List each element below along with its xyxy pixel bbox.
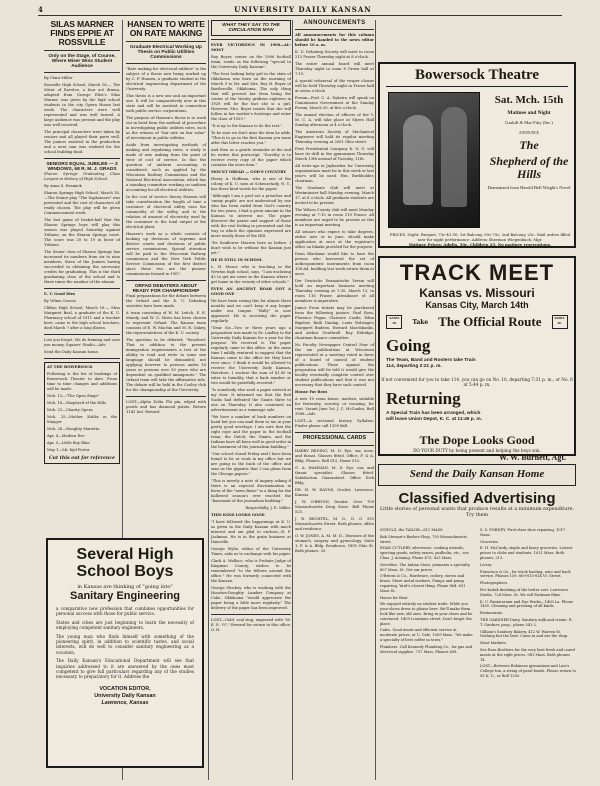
deck-sharon-springs: Sharon Springs Graduating Class Largest in History of High School. (44, 172, 120, 182)
lost-notice: LOST—A sectional history Syllabus. Finder please call 1399 Bell. (295, 419, 374, 429)
article-text: In the cost of service theory Hansen will take consideration the length of time a customer of electrical utility uses the commodity of the utility, and to the relation of amount of electricity used by the consumer to the total output of the electrical plant. (126, 195, 206, 230)
school-ad-lead: in Kansas are thinking of "going into" (77, 584, 173, 590)
classified-item: Meat Markets. (480, 641, 507, 646)
agent-signature: W. W. Burnett, Agt. (498, 453, 566, 462)
item-heading: EVEN AN ANCIENT BOAR GOT A GOOD ONE (211, 287, 291, 297)
classified-item: SCHULZ, the TAILOR—811 MASS. (380, 528, 444, 532)
announcements-intro: All announcements for this column should be handed to the news editor before 10 a. m. (295, 33, 374, 48)
column-4 (295, 20, 374, 780)
dramatized-note: Dramatized from Harold Bell Wright's Novel (487, 185, 571, 190)
item-heading: E. V. Good Dies (44, 292, 76, 297)
school-ad-title-1: Several High (76, 546, 174, 563)
theatre-ad (378, 62, 576, 248)
sanitary-engineering-ad (46, 538, 204, 768)
play-title: Shepherd of the Hills (489, 154, 569, 181)
article-text: Roy Boyer, center on the 1906 football team, sends us the following "special to the University Daily Kansan": (211, 55, 291, 70)
returning-label: Returning (386, 389, 461, 408)
item-heading: EVER VICTORIOUS IN 1906—AL-MOST (211, 43, 291, 53)
booking-date: Apr. 5—Little Boy Blue (47, 441, 90, 446)
booking-date: Mch. 25—Mother Kobbs in the Manger (47, 415, 117, 425)
route-name: The Official Route (438, 314, 542, 329)
article-text: Hansen's work as a whole consists of looking up decisions of supreme and district courts and decisions of public service commissions. Special attention will be paid to the Wisconsin Railway commission and the New York Public Service Commission of the first district since these two are the pioneer commissions formed in 1907. (126, 232, 206, 277)
theatre-name: Bowersock Theatre (414, 67, 539, 83)
article-text: "Dear Sir—Two or three years ago a proposition was made to Dr. Lindley to the University Daily Kansan for a year for the purpose. We received it. The paper regularly came to this office. At the same time I mildly ventured to suggest that the Kansan come to the office for they have ever since. I think it would be allowed to receive the University Daily Kansan, therefore, I enclose the sum of $1.00 in extra to humility, that a back number or two would be gratefully received." (211, 326, 291, 386)
article-text: George Wylie, editor of the University Times, asks us to exchange with his paper. (211, 547, 291, 557)
dope-text: DO YOUR DUTY by being present and helping the boys win. (413, 448, 541, 453)
school-ad-title-2: School Boys (76, 563, 174, 580)
booking-date: Mch. 26—Naughty Marietta (47, 427, 100, 432)
article-text: Clark A. Wallace, who is Probate Judge of Kingman County, wishes to be remembered "to the fellows around the office." He was formerly connected with the Kansan. (211, 559, 291, 584)
announcement: First Presidential Company K. N. G. will have its drill in the gymnasium Thursday March 13th instead of Tuesday, 11th. (295, 147, 374, 162)
article-text: "Is somebody else send a paper arrived at my door. It informed me that the Red Sucks had defeated the Giants three to one on Thursday. It also contained an advertisement as a rummage sale. (211, 388, 291, 413)
article-text: Rossville High School, March 16.— The Miser of Raveloe, a four act drama, adapted from George Eliot's Silas Marner, was given by the high school students in the city Opera House last week. The characters were well represented and was well turned. A large audience was present and the play was well received. (44, 83, 120, 128)
article-text: L. H. Moser, who is teaching in the Newton high school, says, "I am enclosing $2 to get me news in the Kansan where I get home in the vicinity of other schools." (211, 265, 291, 285)
subhead-debaters: ORFAD DEBATERS ABOUT READY FOR CHAMPIONSHIP (132, 284, 200, 295)
article-text: Aside from investigating methods of making and regulating rates, a study is made of rate making from the point of view of cost of service. In this the question of uniform accounting is considered, such as applied by the Wisconsin Railway Commission and the National Electrical Association, which has a standing committee working on uniform accounting for all electrical utilities. (126, 143, 206, 193)
classified-item: THE GARDNER Dairy, Sanitary milk and cream. R. T. Gardner, prop., phone 242-2. (480, 617, 573, 627)
subhead-silas-marner: Only on the Stage, of Course, Where Miser Wins Student Audience (48, 54, 116, 70)
article-text: Henry A. Hoffman, who is one of the colony of K. U. men at Schenectady, N. Y., has these kind words for the paper: (211, 177, 291, 192)
classified-item: O'Briens & Co., Hardware, cutlery, stoves and brass. Sheet metal workers. Pumps and pump repairing. Yard's closest thing. Phone 864. 631 Mass St. (380, 574, 466, 593)
show-times: Matinee and Night (507, 110, 551, 116)
masthead (38, 3, 562, 16)
returning-details: A Special Train has been arranged, which will leave Union Depot, K. C. at 11:45 p. m. (386, 411, 482, 422)
track-matchup: Kansas vs. Missouri (419, 286, 535, 300)
school-ad-text: The Daily Kansan's Educational Department will see that inquiries addressed to it are answered by the ones most competent to give full particulars regarding any of the studies necessary to preparatory for it. Address the (56, 658, 194, 680)
classified-item: Livery. (480, 562, 493, 567)
lost-notice: LOST—Alpha Delta Phi pin, edged with pearls and has diamond points. Return 1142 Ind. Reward. (126, 400, 206, 415)
address-line: VOCATION EDITOR, (99, 685, 151, 692)
booking-date: Mch. 15—"The Open Stage" (47, 394, 100, 399)
going-details: The Team, Band and Rooters take Train 114, departing 2:21 p. m. (386, 358, 476, 369)
subhead-hansen: Graduate Electrical Working Up Thesis on Public Utilities Commissions (130, 45, 202, 61)
lost-notice: LOST—Gold, seal ring, engraved with "M. E. E. '07." Reward for return to this office. O. H. (211, 618, 291, 633)
matinee-prices: Matinee Prices: Adults, 50c. Children 25. No matinee reservations. (408, 242, 552, 247)
headline-hansen: HANSEN TO WRITE ON RATE MAKING (127, 19, 205, 39)
item-heading: THIS KIND LOOKS GOOD (211, 513, 265, 518)
article-text: Final preparations for the debate between the Orfaad and the K. U. Debating societies have been made. (126, 294, 206, 309)
circulation-box (211, 20, 291, 36)
classified-subtitle: Little stories of personal wants that produce results at a minimum expenditure. Try them (380, 507, 574, 518)
school-ad-text: a comparative new profession that combines opportunities for personal success with those for public service. (56, 606, 194, 617)
article-text: "It is up to the Kansan to do the rest." (211, 124, 283, 129)
santa-fe-logo-icon: SANTA FE (552, 315, 568, 329)
classified-item: Plumbers. Call Kennedy Plumbing Co., for gas and electrical supplies. 737 Mass. Phones 658. (380, 644, 473, 654)
article-text: The principal characters were taken by seniors and all played their parts well. The juniors assisted in the production and a neat sum was realized for the school building fund. (44, 130, 120, 155)
classified-item: LOST—Between Robinson gymnasium and Law's College Inn, a string of pearl beads. Please return to 95 K. U., or Bell 1250. (480, 664, 576, 678)
returning-row (380, 387, 574, 430)
column-1 (44, 20, 120, 532)
announcement: K. U. Debating Society will meet in room 215 Fraser Thursday night at 8 o'clock. (295, 50, 374, 60)
ticket-prices (386, 232, 574, 247)
address-line: University Daily Kansan (94, 692, 156, 699)
announcement: The Wilson County club will meet Monday evening at 7:15 in room 119 Fraser. All members are urged to be present as this is an important meeting. (295, 208, 375, 228)
booking-date: Apr. 4—Modern Eve (47, 434, 85, 439)
booking-date: Mch. 18—Shepherd of the Hills (47, 401, 106, 406)
article-text: To be sure we don't miss the item he adds, "This is to go in the first Kansan you issue after this letter reaches you." (211, 131, 291, 146)
announcements-heading: ANNOUNCEMENTS (303, 20, 366, 26)
school-ad-text: States and cities are just beginning to learn the necessity of employing competent sanitary engineers. (56, 619, 194, 631)
classified-item: S. S. FORNEY, First-class shoe repairing. 1017 Mass. (480, 528, 566, 537)
classified-item: Restaurants. (480, 611, 504, 616)
cut-out-note: Cut this out for reference (49, 456, 115, 462)
column-2 (126, 20, 206, 532)
article-text: "I have followed the happenings at K. U. as given in the Daily Kansan with much interest and am glad to enclose—R. F. Jackman. He is in the grain business at Dansville. (211, 520, 291, 545)
classified-item: E. H. McCurdy, staple and fancy groceries. Lowest prices to clubs and students. 1021 Mass. Both phones, 213. (480, 546, 573, 560)
official-route (380, 314, 574, 330)
dope-headline: The Dope Looks Good (419, 433, 535, 447)
booking-date: Mch. 21—Charity Opera (47, 408, 93, 413)
article-text: The last game of basket-ball that the Sharon Springs boys will play this season was played Saturday against Tribune, on the Sharon Springs court. The score was 20 to 19 in favor of Tribune. (44, 218, 120, 248)
article-text: The Senior class of Sharon Springs has increased its numbers from six to nine members, three of the Juniors having succeeded in obtaining the necessary credits for graduating. This is the third graduating class of the school and is three times the number of the alumni. (44, 250, 120, 285)
byline: By Anna S. Hosmick (44, 184, 82, 189)
article-text: "Although I am a prof not a preacher and 'sunny pupils' are not understood by one who has been exiled from God's country for two years, I find a great amount in the Kansan to interest me. The paper deserves the praise and support of those with the real feeling in presented and the way in which the opinions expressed are more nearly those of the Hill. (211, 194, 291, 239)
night-prices: PRICES, Night: Parquet, 75c-$1.00; 1st Balcony, 50c-75c; 2nd Balcony, 25c. Mail orders filled now for night performance. Address Sherman Wiegenbach, Mgr. (389, 232, 571, 242)
classified-item: Groceries. (480, 539, 499, 544)
track-title: TRACK MEET (399, 260, 555, 285)
classified-item: House for Rent (380, 595, 408, 600)
classified-item: We enjoyed entirely on student trade. While you your shoes dress to please here. We'll make them look like new, old ones. Bring in your shoes and be convinced. 1409 Louisiana street. Don't forget the place. (380, 602, 473, 626)
classifieds-right-column (480, 528, 576, 780)
classified-item: Photographers. (480, 581, 509, 586)
professional-card: J. R. BECHTEL, M. D., D. O. 933 Massachusetts Street. Both phones, office and residence. (295, 516, 374, 531)
vocation-editor-address (56, 686, 194, 707)
classified-item: ROAD CUTLERY, silverware, cooking utensils, sporting goods, safety razors, padlocks, etc., see Chas. J. Achning. Phone 475, 823 Mass. (380, 546, 469, 560)
bookings-list (47, 394, 117, 453)
classified-item: K. U. Pantatorium and Dye Works—1400 La. Phone 1400. Cleaning and pressing of all kinds. (480, 599, 574, 609)
professional-cards-list (295, 449, 374, 554)
classified-item: Bob Stewart's Barber Shop, 739 Massachusetts street. (380, 534, 467, 544)
alternate-trains: If not convenient for you to take 114, you can go on No. 10, departing 7:31 p. m., or No. 6 at 5:44 p. m. (381, 377, 573, 387)
article-text: "This is merely a note of inquiry asking if there is an especial discrimination in favor of the "news Boise" in a thing for the hallowed season's ever reached the "basement of the journalism building." (211, 479, 291, 504)
article-text: The purpose of Hansen's thesis is to work out in brief form the method of procedure in investigating public utilities rates, such as the returns of "fair rate on fair value" of investment in public utilities. (126, 116, 206, 141)
circulation-heading: WHAT THEY SAY TO THE CIRCULATION MAN (222, 23, 280, 34)
announcement: Der Deutsche Dramatische Verein will hold an important business meeting Thursday evening at 7:30, March 13, in room 116 Fraser. Attendance of all members is imperative. (295, 279, 374, 304)
announce-label: ANNOUNCE (518, 131, 540, 135)
announcement: No Faculty Newspaper Central Four of the six publications at Wisconsin represented at a meeting voted in favor of a board of control of student publications. Those against the proposition will be told it would give the faculty eventually complete control over student publications and that it was not necessary that they have such control. (295, 343, 374, 388)
track-place: Kansas City, March 14th (425, 300, 529, 310)
signature: Respectfully, J. E. Miller. (245, 506, 291, 511)
classifieds-left-column (380, 528, 474, 780)
article-text: "Rate making for electrical utilities" is the subject of a thesis now being worked up by C. F. Hansen, a graduate student in the electrical engineering department of the University. (126, 67, 206, 92)
item-heading: HE IS STILL IN SCHOOL (211, 258, 263, 263)
announcement: Forum—Prof. C. A. Dykstra will speak on Commission Government at the Sunday Forum, March 30, at five o'clock. (295, 96, 374, 111)
announcement: The entire annual board will meet Thursday night in room 8 Green hall at 7:15. (295, 62, 374, 77)
article-text: George Stuckey, who is working with the Houston-Doughty Lumber Company at Coke, Oklahoma "would appreciate the paper being a little more regularly." The delivery of the paper has been improved. (211, 586, 291, 611)
classified-item: Cafes. Good meals and efficient service at moderate prices, at U. Cafe, 1009 Mass. "We make a specialty of best coffee in town." (380, 628, 473, 642)
column-rule (375, 20, 376, 780)
bookings-text: Following is the list of bookings of Bowersock Theater to date. From time to time changes and additions will be made: (47, 372, 117, 392)
play-the: The (519, 138, 539, 152)
bowersock-bookings-box (44, 362, 120, 464)
classified-header (378, 490, 576, 519)
article-text: And then as a gentle reminder at the end he writes this postscript, "Dorothy is to receive every copy of the paper which contains the news item." (211, 148, 291, 168)
play-photo (388, 92, 480, 228)
item-heading: House For Rent (295, 390, 328, 395)
article-text: This thesis is a new one and an important one. It will be comparatively new in this state and will be assisted in connection with public service corporations. (126, 94, 206, 114)
professional-card: O. W. JONES, A. M. M. D., Diseases of the stomach, surgery and gynecology. Suite 1, F. & A. Bldg. Residence, 1801 Ohio St. Both phones, 25. (295, 533, 374, 553)
send-kansan-note: Send the Daily Kansan home. (44, 350, 100, 355)
school-ad-text: The young man who finds himself with something of the pioneering spirit, in addition to scientific tastes, and social interests, will do well to consider sanitary engineering as a vocation. (56, 633, 194, 655)
announcement: The Graduate club will meet at Westminster hall Monday evening, March 17, at 8 o'clock. All graduate students are invited to be present. (295, 186, 374, 206)
classified-item: Francisco & Co., for truck hauling, auto and hack service. Phones 159. 809-813-814 Vt. Street. (480, 569, 571, 579)
byline: By Clara Miller (44, 76, 73, 81)
professional-card: G. A. HAMMAN, M. D. Eye, ear, and throat specialist. Glasses fitted. Satisfaction Guaranteed. Office Dick Bldg. (295, 465, 374, 485)
booking-date: May 1—Mr. Kyd Forter (47, 448, 90, 453)
announcement: Dean Blackmar would like to have the person who borrowed the set of anthropometric instruments from room 108 Ad. building last week return them at once. (295, 252, 374, 277)
ad-squires-studio: Lost you forget. We do framing and save you money. Squires' Studio—Adv. (44, 338, 120, 348)
going-row (380, 334, 574, 377)
professional-card: HARRY REDING, M. D. Eye, ear, nose, and throat. Glasses fitted. Office, F. & A. Bldg. Phones, Bell 615, Home 515. (295, 448, 374, 463)
column-3 (211, 20, 291, 780)
item-heading: MOUNT OREAD — GOD'S COUNTRY (211, 170, 287, 175)
show-date: Sat. Mch. 15th (494, 94, 564, 106)
take-label: Take (412, 318, 429, 326)
address-line: Lawrence, Kansas (101, 699, 149, 706)
professional-card: J. W. O'BRYON, Dentist. Over 709 Massachusetts Drug Store. Bell Phone 525. (295, 499, 374, 514)
producers: Gaskill & MacVitty (Inc.) (505, 120, 553, 125)
byline: By Velma Carson (44, 299, 76, 304)
announcement: The annual election of officers of the Y. M. C. A. will take place at Myers Hall Sunday afternoon at 4 o'clock. (295, 113, 374, 128)
headline-silas-marner: SILAS MARNER FINDS EPPIE AT ROSSVILLE (50, 19, 114, 48)
column-rule (292, 20, 293, 780)
announcement: A special rehearsal of the vesper chorus will be held Thursday night in Fraser hall at seven o'clock. (295, 79, 374, 94)
school-ad-subject: Sanitary Engineering (69, 590, 181, 602)
classified-item: For Kodak finishing of the better sort. Lawrence Studio, 724 Mass. St. We sell Eastman films. (480, 587, 569, 597)
article-text: The question to be debated, "Resolved: That in addition to the present immigration requirements a test of the ability to read and write in some one language should be demanded, not applying however to persons under 16 years or persons over 50 years who are dependent on qualified immigrants." The Orfaad team will take the affirmative side. The debate will be held in the Cooley club for the championship of the University. (126, 338, 206, 393)
bookings-heading: AT THE BOWERSOCK (47, 365, 93, 370)
classified-title: Classified Advertising (398, 490, 556, 507)
professional-cards-heading: PROFESSIONAL CARDS (302, 435, 367, 442)
article-text: We have been seeing this for almost three months and we can't keep it any longer under our tongue. "Bully" is now appeased. He is receiving the paper regularly. (211, 299, 291, 324)
theatre-info (486, 94, 572, 191)
announcement: All write-ups in Jayhawker for University organizations must be in this week or last year's will be used. Wm. Burkholder, chairman. (295, 164, 374, 184)
column-rule (208, 20, 209, 780)
santa-fe-logo-icon: SANTA FE (386, 315, 402, 329)
article-text: Clifton High School, March 16.— Miss Margaret Beal, a graduate of the K. U. Pharmacy school of 1911 and a teacher here, came to the high school teachers, died March 7 after a long illness. (44, 306, 120, 331)
article-text: "Our school closed Friday and I have been found to be at work in my office but we are going in the back of the office and sent us the gigantic that I can glean from the Chicago papers." (211, 452, 291, 477)
masthead-title: UNIVERSITY DAILY KANSAN (234, 4, 372, 14)
subhead-seniors: SENIORS EQUAL JUBILEE — 3 WINDOWS, 68 R. M. J. GRADS (46, 162, 118, 173)
announcement: A new 10 room house, modern, suitable for fraternity, sorority, or rooming, for rent. Vacant June 1st. J. C. McCanles, Bell 3906—Adv. (295, 397, 374, 417)
article-text: Sharon Springs High School, March 16.—The Senior play "The Sophomore" was presented and the cast of characters all ready chosen. The play will be given Commencement week. (44, 191, 120, 216)
send-kansan-banner: Send the Daily Kansan Home (378, 464, 576, 486)
track-meet-ad (378, 256, 576, 462)
classified-item: Novelties. The Indian Store, pennants a specialty. 807 Mass. St. Get our prices. (380, 562, 471, 572)
article-text: "We have a number of back numbers on hand but you can mail them to me in your pretty good envelope. I am sure that the right rope and the paper in the football team; the Dutch; the Giants, and the Indians have all been well in good order in the basement of the journalism building." (211, 415, 291, 450)
announcement: Junior Prom tickets may be purchased from the following juniors: Paul Ross, Florence Pegan, Clarence Castle, Edna Bigelow, Ruth Dunlap, Louis Nelsinger, Margaret Budeen, Howard Marchbanks, and Arthur Gentlwell. Ray Eldridge, chairman finance committee. (295, 306, 374, 341)
article-text: "The best looking baby girl in the state of Oklahoma was born on the morning of March 9 to Mr. and Mrs. Roy H. Boyer of Bartlesville, Oklahoma. The only thing that will prevent her from being the center of the Varsity gridiron eighteen in 1929 will be the fact she is a girl. However, Mrs. Boyer insists that she will follow in her mother's footsteps and enter the class of 1929." (211, 72, 291, 122)
classified-item: Gilliam's Sanitary Bakery, 412 W. Warren St. Nothing but the best. Come in and see the shop. (480, 629, 569, 639)
going-label: Going (386, 336, 431, 355)
classified-item: See Ross Brothers for the very best fresh and cured meats at the right prices. 941 Mass. Both phones 14. (480, 647, 575, 662)
article-text: A team consisting of W. M. Leitch, E. E. Mundy, and W. G. Mires has been chosen to represent Orfaad. The Kansas team consists of E. W. Machin and M. R. Oakey, the representatives of the K. U. society. (126, 311, 206, 336)
article-text: "Its Sunflower Heaven here as before, I don't wish to be without the Kansan just yet." (211, 241, 291, 256)
announcement: All seniors who expect to take degrees, either now or in June, should make application at once at the registrar's office on blanks provided for the purpose. (295, 230, 374, 250)
page-number: 4 (38, 4, 44, 14)
professional-card: DR. H. W. HAYNS, Oculist, Lawrence, Kansas. (295, 487, 374, 497)
announcement: The American Society of Mechanical Engineers will hold its regular meeting Thursday evening at 2001 Ohio street. (295, 130, 374, 145)
